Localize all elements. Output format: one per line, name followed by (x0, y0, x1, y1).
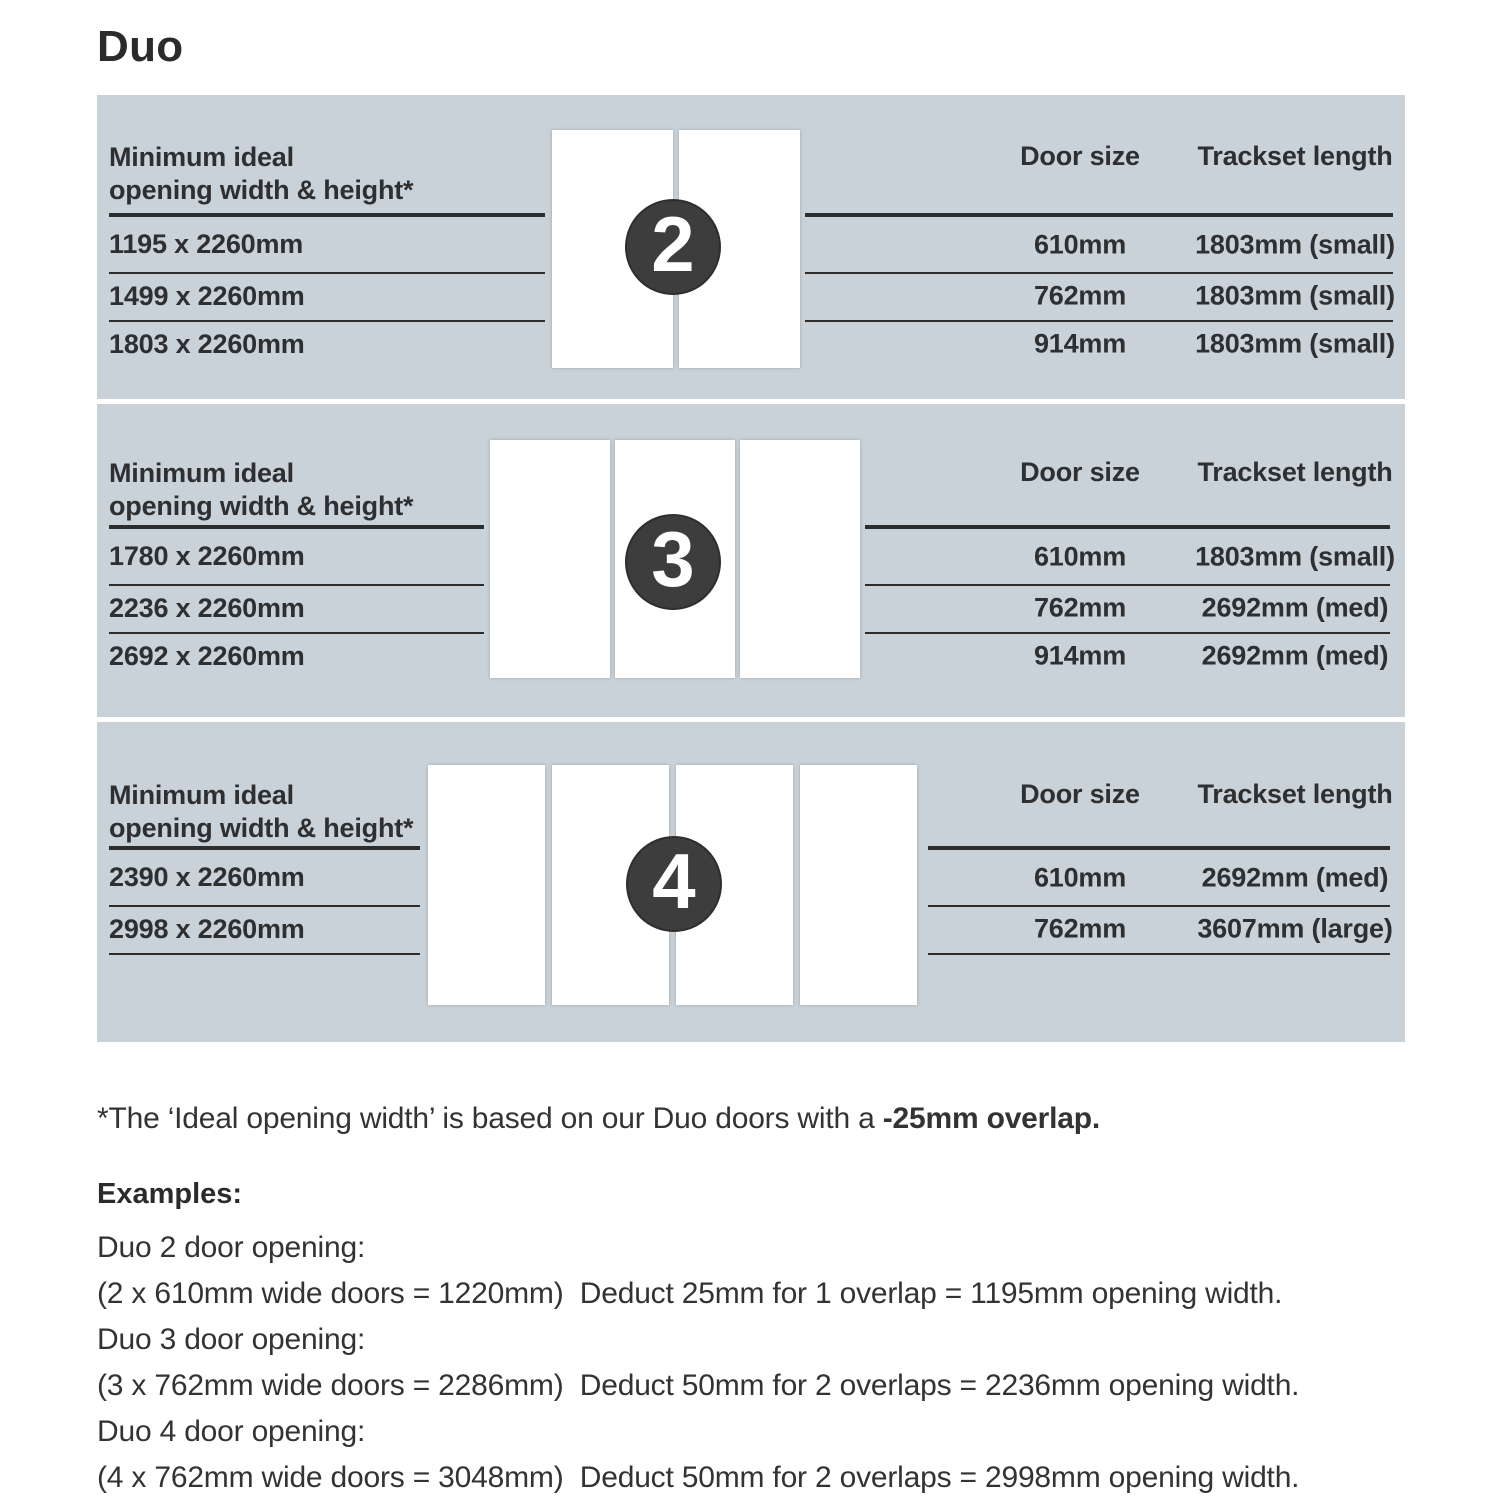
size-columns-header (865, 457, 1393, 490)
trackset-value: 1803mm (small) (1195, 541, 1395, 571)
trackset-value: 2692mm (med) (1201, 592, 1389, 623)
opening-column (109, 401, 484, 719)
opening-header-line1: Minimum ideal (109, 458, 294, 488)
door-size-header: Door size (1020, 779, 1140, 809)
footnote-bold: -25mm overlap. (882, 1102, 1101, 1135)
door-size-value: 762mm (1033, 280, 1127, 311)
door-size-value: 610mm (1033, 541, 1127, 571)
page-title: Duo (97, 22, 184, 71)
door-panel (428, 765, 545, 1005)
opening-header-line1: Minimum ideal (109, 780, 294, 810)
trackset-value: 1803mm (small) (1195, 229, 1395, 259)
example-label: Duo 3 door opening: (97, 1323, 366, 1356)
opening-size: 2390 x 2260mm (109, 862, 305, 892)
opening-column (109, 95, 545, 401)
opening-row (109, 272, 545, 322)
opening-header-line2: opening width & height* (109, 175, 414, 205)
section-duo-3 (97, 401, 1405, 719)
trackset-value: 3607mm (large) (1197, 913, 1393, 944)
door-panel (490, 440, 610, 678)
opening-row (109, 529, 484, 586)
size-row (865, 584, 1390, 634)
opening-header-line1: Minimum ideal (109, 142, 294, 172)
size-row (928, 850, 1390, 907)
opening-size: 2998 x 2260mm (109, 913, 305, 944)
door-panel (740, 440, 860, 678)
door-size-value: 762mm (1033, 913, 1127, 944)
trackset-header: Trackset length (1197, 779, 1393, 809)
opening-size: 1780 x 2260mm (109, 541, 305, 571)
notes (97, 1102, 1467, 1501)
opening-row (109, 632, 484, 680)
door-size-header: Door size (1020, 457, 1140, 487)
trackset-header: Trackset length (1197, 457, 1393, 487)
opening-row (109, 320, 545, 368)
door-size-value: 914mm (1033, 640, 1127, 671)
door-count-badge (626, 836, 722, 932)
trackset-header: Trackset length (1197, 141, 1393, 171)
door-size-header: Door size (1020, 141, 1140, 171)
opening-header-line2: opening width & height* (109, 491, 414, 521)
size-columns (805, 95, 1393, 401)
footnote (97, 1102, 1467, 1136)
opening-column-header (109, 779, 413, 845)
opening-header-line2: opening width & height* (109, 813, 414, 843)
door-size-value: 762mm (1033, 592, 1127, 623)
example-label: Duo 4 door opening: (97, 1415, 366, 1448)
opening-row (109, 850, 420, 907)
size-columns (865, 401, 1395, 719)
size-columns (928, 719, 1393, 1042)
size-columns-header (928, 779, 1393, 812)
door-size-value: 914mm (1033, 328, 1127, 359)
door-count: 4 (652, 837, 696, 925)
example-detail: (4 x 762mm wide doors = 3048mm) Deduct 50mm for 2 overlaps = 2998mm opening width. (97, 1461, 1300, 1494)
door-size-value: 610mm (1033, 862, 1127, 892)
size-row (865, 529, 1395, 586)
section-duo-2 (97, 95, 1405, 401)
example-detail: (3 x 762mm wide doors = 2286mm) Deduct 50mm for 2 overlaps = 2236mm opening width. (97, 1369, 1300, 1402)
door-count-badge (625, 199, 721, 295)
example-label: Duo 2 door opening: (97, 1231, 366, 1264)
opening-column-header (109, 457, 413, 523)
opening-size: 1803 x 2260mm (109, 328, 305, 359)
size-row (928, 905, 1393, 955)
door-count: 3 (651, 515, 695, 603)
opening-row (109, 217, 545, 274)
section-duo-4 (97, 719, 1405, 1042)
door-count: 2 (651, 200, 695, 288)
door-size-value: 610mm (1033, 229, 1127, 259)
trackset-value: 1803mm (small) (1195, 280, 1395, 311)
opening-size: 2236 x 2260mm (109, 592, 305, 623)
footnote-text: *The ‘Ideal opening width’ is based on our Duo doors with a (97, 1102, 883, 1135)
door-panel (800, 765, 917, 1005)
size-columns-header (805, 141, 1393, 174)
opening-row (109, 905, 420, 955)
opening-row (109, 584, 484, 634)
duo-spec-panel (97, 95, 1405, 1042)
opening-column (109, 719, 420, 1042)
opening-size: 1195 x 2260mm (109, 229, 304, 259)
trackset-value: 2692mm (med) (1201, 862, 1389, 892)
size-row (805, 217, 1393, 274)
opening-column-header (109, 141, 413, 207)
size-row (865, 632, 1390, 680)
trackset-value: 2692mm (med) (1201, 640, 1389, 671)
example-detail: (2 x 610mm wide doors = 1220mm) Deduct 25mm for 1 overlap = 1195mm opening width. (97, 1277, 1283, 1310)
opening-size: 2692 x 2260mm (109, 640, 305, 671)
examples-heading: Examples: (97, 1178, 243, 1210)
door-count-badge (625, 514, 721, 610)
opening-size: 1499 x 2260mm (109, 280, 305, 311)
trackset-value: 1803mm (small) (1195, 328, 1395, 359)
size-row (805, 272, 1393, 322)
size-row (805, 320, 1393, 368)
